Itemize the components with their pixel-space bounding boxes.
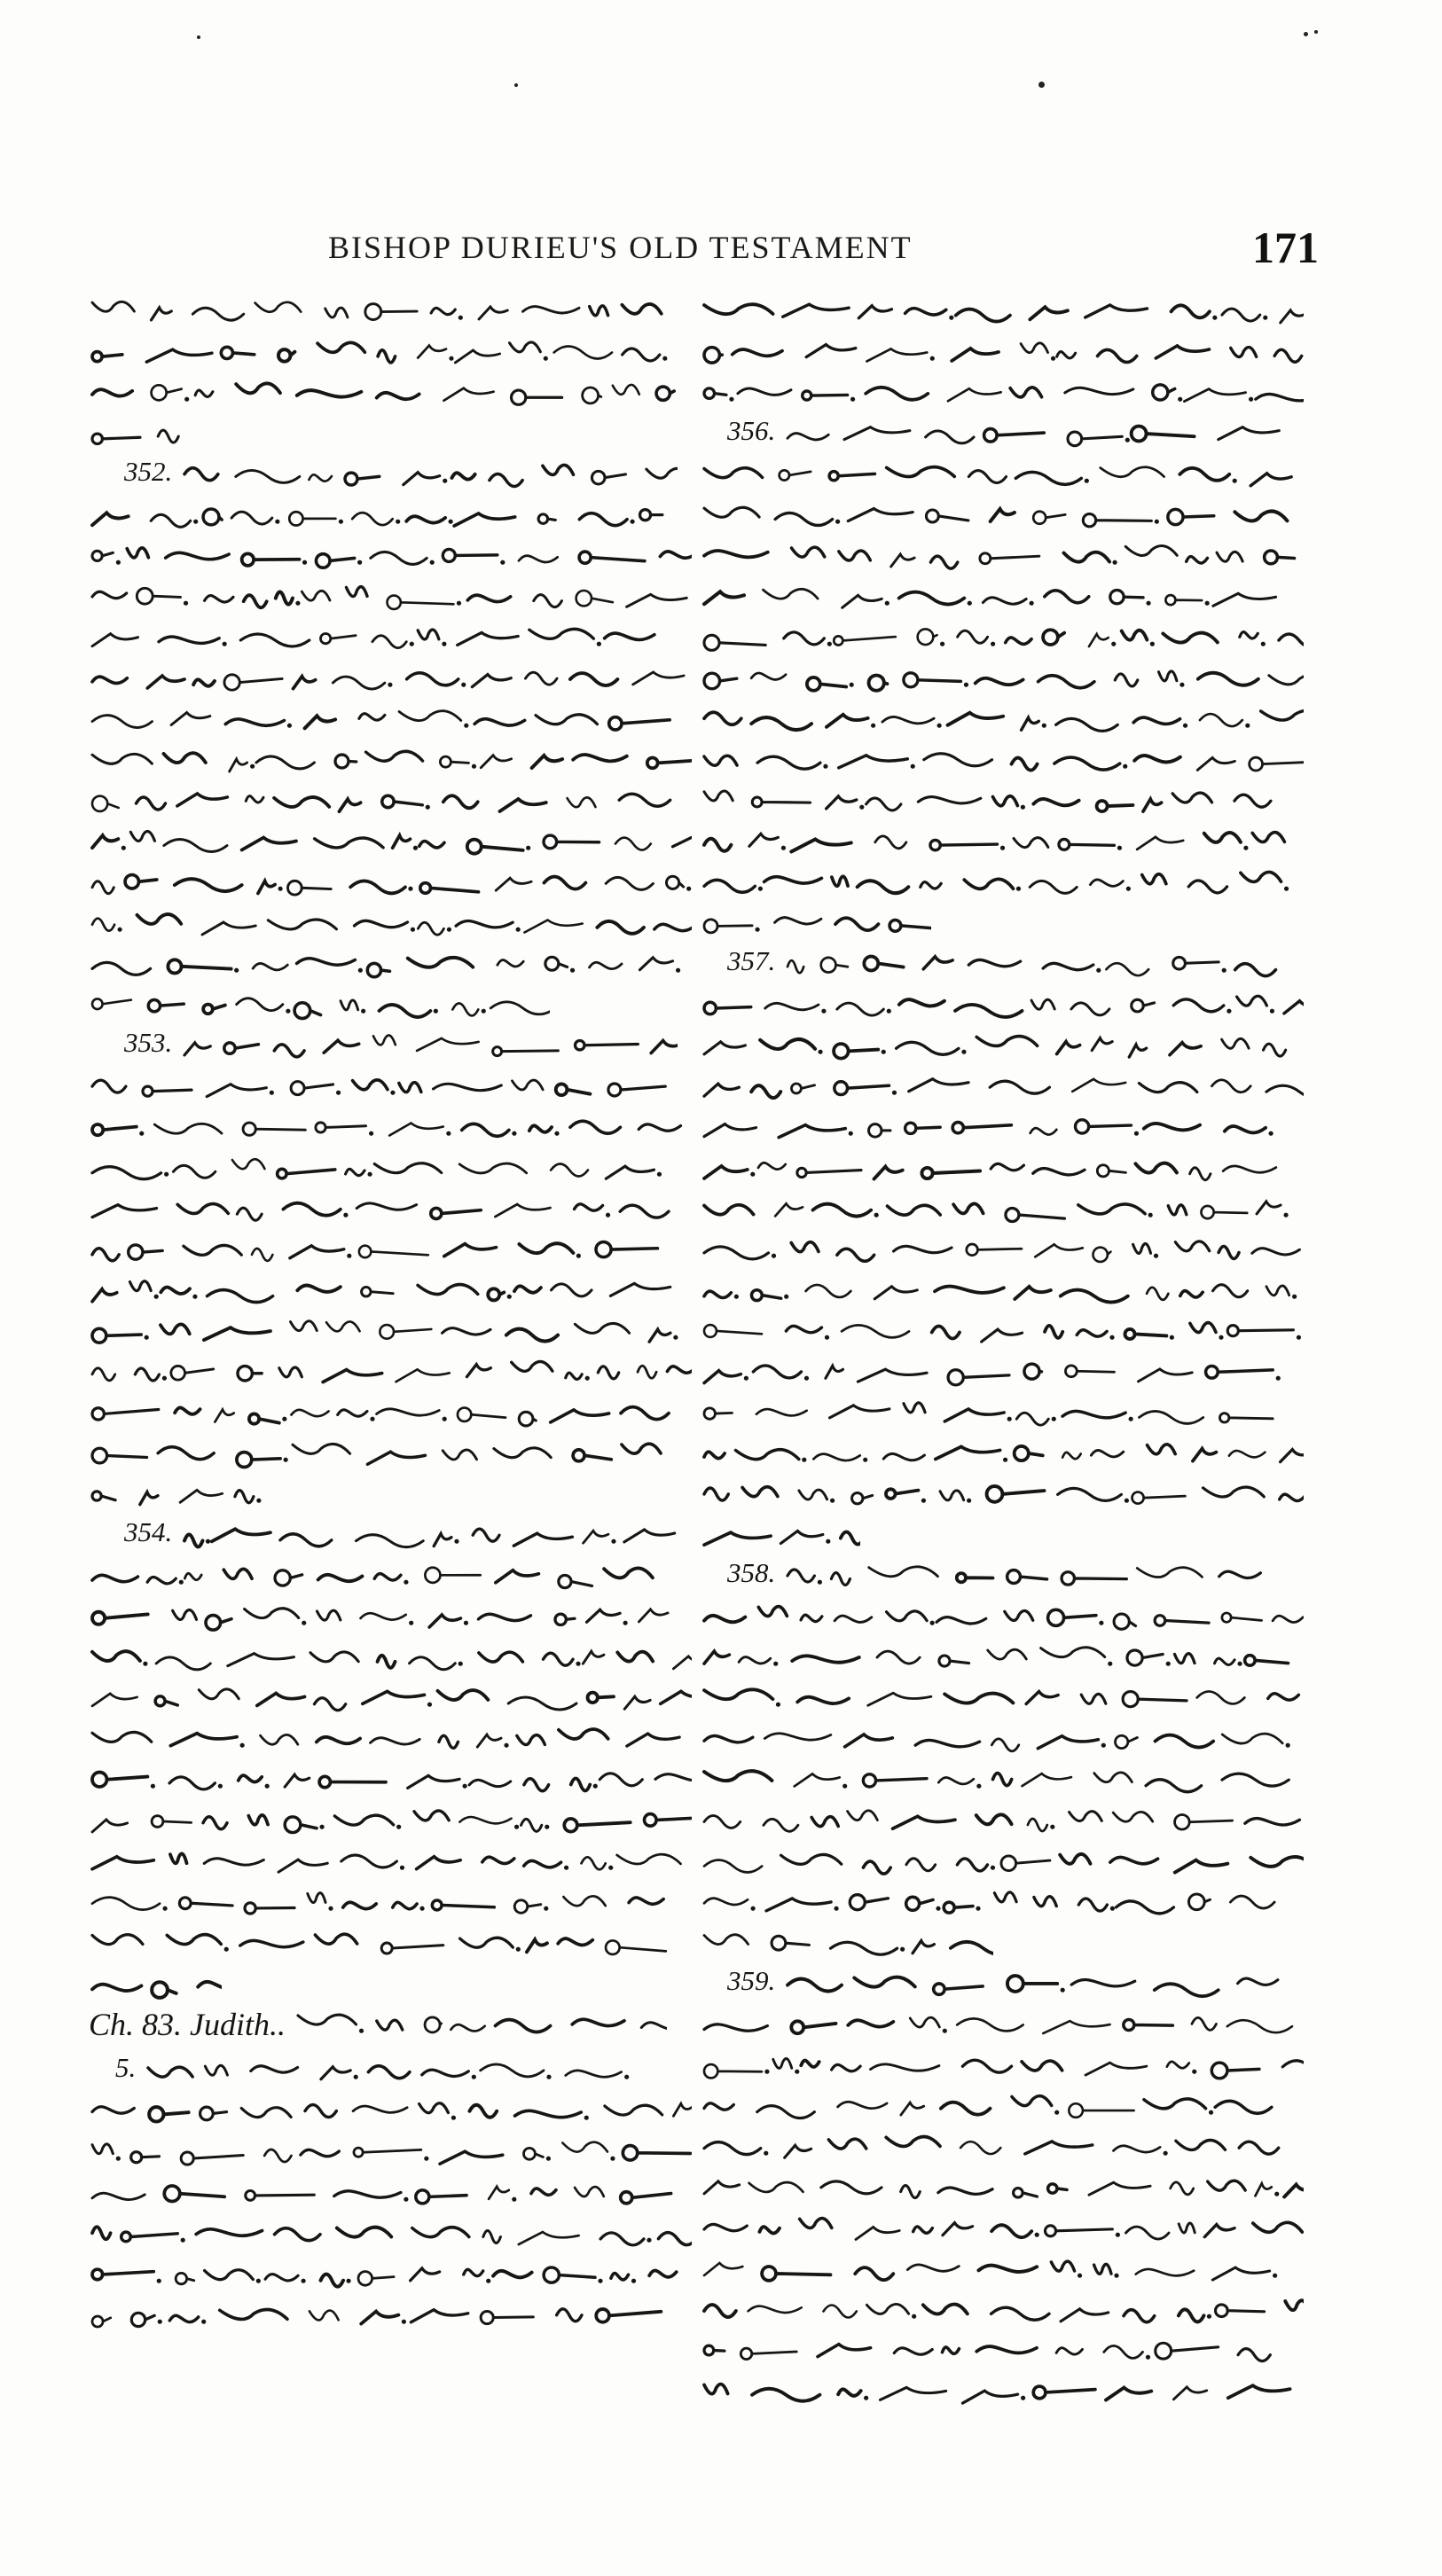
text-line — [89, 986, 701, 1027]
left-column — [89, 293, 701, 2337]
text-line — [701, 1312, 1313, 1353]
text-line — [89, 1639, 701, 1679]
shorthand-strokes — [89, 2174, 692, 2213]
shorthand-strokes — [701, 1802, 1304, 1841]
text-line — [89, 1068, 701, 1108]
shorthand-strokes — [701, 2332, 1304, 2371]
shorthand-strokes — [89, 1843, 692, 1882]
text-line — [701, 1598, 1313, 1639]
shorthand-strokes — [89, 374, 692, 413]
text-line — [89, 1190, 701, 1231]
text-line — [701, 2047, 1313, 2087]
shorthand-strokes — [701, 2251, 1304, 2290]
shorthand-strokes — [701, 782, 1304, 821]
text-line — [701, 701, 1313, 741]
shorthand-strokes — [701, 333, 1304, 372]
text-line — [701, 1720, 1313, 1761]
paragraph-number-356: 356. — [727, 415, 776, 446]
chapter-heading: Ch. 83. Judith.. — [89, 2007, 286, 2042]
shorthand-strokes — [181, 456, 678, 495]
shorthand-strokes — [89, 2093, 692, 2132]
shorthand-strokes — [701, 537, 1304, 576]
text-line — [701, 537, 1313, 578]
text-line — [701, 2373, 1313, 2414]
shorthand-strokes — [89, 1476, 266, 1515]
text-line — [701, 1761, 1313, 1802]
text-line — [89, 2174, 701, 2215]
paragraph-number-359: 359. — [727, 1965, 776, 1996]
paragraph-number-352: 352. — [124, 456, 173, 487]
shorthand-strokes — [701, 1761, 1304, 1800]
shorthand-strokes — [89, 1149, 692, 1188]
text-line — [89, 293, 701, 333]
text-line — [701, 1802, 1313, 1843]
text-line — [89, 2134, 701, 2174]
text-line — [89, 945, 701, 986]
running-title: BISHOP DURIEU'S OLD TESTAMENT — [328, 230, 913, 265]
shorthand-strokes — [701, 1312, 1304, 1351]
shorthand-strokes — [89, 1435, 692, 1474]
shorthand-strokes — [701, 2169, 1304, 2208]
shorthand-strokes — [89, 1353, 692, 1392]
text-line — [89, 1679, 701, 1720]
text-line — [89, 904, 701, 945]
shorthand-strokes — [784, 945, 1289, 984]
text-line — [89, 1394, 701, 1435]
text-line — [701, 1394, 1313, 1435]
text-line — [89, 497, 701, 537]
shorthand-strokes — [89, 415, 195, 454]
shorthand-strokes — [89, 1720, 692, 1759]
shorthand-strokes — [784, 1965, 1289, 2004]
right-column-text — [701, 293, 1313, 2414]
text-line — [89, 1883, 701, 1924]
right-column — [701, 293, 1313, 2414]
shorthand-strokes — [89, 293, 692, 332]
text-line — [701, 1027, 1313, 1068]
text-line — [89, 2093, 701, 2134]
shorthand-strokes — [701, 1027, 1304, 1066]
shorthand-strokes — [701, 2210, 1304, 2249]
shorthand-strokes — [701, 2006, 1304, 2045]
text-line — [89, 1761, 701, 1802]
text-line — [701, 2006, 1313, 2047]
text-line — [701, 2251, 1313, 2291]
text-line — [89, 1027, 701, 1068]
left-column-text — [89, 293, 701, 2337]
shorthand-strokes — [89, 619, 692, 658]
shorthand-strokes — [89, 333, 692, 372]
text-line — [89, 374, 701, 415]
shorthand-strokes — [181, 1516, 678, 1555]
text-line — [89, 1149, 701, 1190]
chapter-verse-number: 5. — [115, 2052, 137, 2083]
shorthand-strokes — [701, 619, 1304, 658]
text-line — [701, 1435, 1313, 1476]
text-line — [701, 1353, 1313, 1394]
shorthand-strokes — [89, 945, 692, 984]
shorthand-strokes — [701, 1476, 1304, 1515]
text-line — [89, 1272, 701, 1312]
shorthand-strokes — [701, 1639, 1304, 1678]
text-line — [701, 1883, 1313, 1924]
shorthand-strokes — [701, 1149, 1304, 1188]
text-line — [701, 1476, 1313, 1516]
shorthand-strokes — [701, 2291, 1304, 2330]
text-line — [89, 537, 701, 578]
text-line — [89, 741, 701, 782]
shorthand-strokes — [701, 1068, 1304, 1107]
text-line — [89, 1924, 701, 1965]
text-line — [701, 986, 1313, 1027]
shorthand-strokes — [89, 1231, 692, 1270]
shorthand-strokes — [701, 1720, 1304, 1759]
shorthand-strokes — [89, 741, 692, 780]
text-line — [701, 1190, 1313, 1231]
shorthand-strokes — [89, 1883, 692, 1922]
shorthand-strokes — [701, 497, 1304, 536]
shorthand-strokes — [701, 660, 1304, 699]
shorthand-strokes — [89, 1108, 692, 1147]
text-line — [89, 1353, 701, 1394]
text-line — [89, 578, 701, 619]
text-line — [701, 660, 1313, 701]
shorthand-strokes — [701, 904, 931, 943]
shorthand-strokes — [89, 2215, 692, 2254]
text-line — [89, 1802, 701, 1843]
shorthand-strokes — [181, 1027, 678, 1066]
shorthand-strokes — [89, 537, 692, 576]
text-line — [701, 1843, 1313, 1883]
text-line — [89, 2215, 701, 2256]
shorthand-strokes — [701, 823, 1304, 862]
shorthand-strokes — [701, 1435, 1304, 1474]
text-line — [701, 1231, 1313, 1272]
text-line — [701, 1639, 1313, 1679]
shorthand-strokes — [89, 1557, 692, 1596]
shorthand-strokes — [784, 415, 1289, 454]
shorthand-strokes — [89, 1190, 692, 1229]
text-line — [89, 1843, 701, 1883]
text-line — [701, 1272, 1313, 1312]
text-line — [701, 1679, 1313, 1720]
shorthand-strokes — [701, 1272, 1304, 1311]
text-line — [701, 1149, 1313, 1190]
text-line — [89, 701, 701, 741]
text-line — [89, 333, 701, 374]
text-line — [701, 904, 1313, 945]
text-line — [701, 293, 1313, 333]
text-line — [701, 1965, 1313, 2006]
text-line — [701, 415, 1313, 456]
shorthand-strokes — [89, 2256, 692, 2295]
shorthand-strokes — [89, 904, 692, 943]
shorthand-strokes — [89, 1679, 692, 1719]
text-line — [701, 333, 1313, 374]
shorthand-strokes — [145, 2052, 650, 2091]
shorthand-strokes — [89, 497, 692, 536]
text-line — [701, 2210, 1313, 2251]
text-line — [701, 2332, 1313, 2373]
text-line — [89, 660, 701, 701]
shorthand-strokes — [701, 2128, 1304, 2167]
text-line — [701, 1108, 1313, 1149]
text-line — [701, 1924, 1313, 1965]
paragraph-number-358: 358. — [727, 1557, 776, 1588]
text-line — [701, 2128, 1313, 2169]
shorthand-strokes — [701, 2087, 1304, 2126]
text-line — [701, 619, 1313, 660]
shorthand-strokes — [784, 1557, 1289, 1596]
shorthand-strokes — [701, 1883, 1304, 1922]
shorthand-strokes — [89, 986, 550, 1025]
shorthand-strokes — [701, 374, 1304, 413]
shorthand-strokes — [89, 1924, 692, 1963]
shorthand-strokes — [89, 2297, 692, 2336]
text-line — [89, 1965, 701, 2006]
shorthand-strokes — [701, 293, 1304, 332]
shorthand-strokes — [701, 1598, 1304, 1637]
shorthand-strokes — [701, 1190, 1304, 1229]
shorthand-strokes — [701, 578, 1304, 617]
shorthand-strokes — [89, 823, 692, 862]
text-line — [89, 2052, 701, 2093]
shorthand-strokes — [89, 2134, 692, 2173]
shorthand-strokes — [89, 701, 692, 740]
shorthand-strokes — [89, 1394, 692, 1433]
text-line — [89, 415, 701, 456]
text-line — [701, 1516, 1313, 1557]
text-line — [89, 1557, 701, 1598]
text-line — [89, 864, 701, 904]
text-line — [89, 823, 701, 864]
text-line — [89, 2297, 701, 2337]
text-line — [701, 864, 1313, 904]
text-line — [89, 1598, 701, 1639]
text-line — [701, 1068, 1313, 1108]
shorthand-strokes — [701, 1353, 1304, 1392]
shorthand-strokes — [701, 1516, 860, 1555]
text-line — [89, 1231, 701, 1272]
text-line — [89, 619, 701, 660]
shorthand-strokes — [89, 1598, 692, 1637]
shorthand-strokes — [701, 1394, 1304, 1433]
shorthand-strokes — [701, 741, 1304, 780]
shorthand-strokes — [701, 1231, 1304, 1270]
shorthand-strokes — [89, 660, 692, 699]
shorthand-strokes — [294, 2006, 667, 2045]
text-line — [701, 2291, 1313, 2332]
text-line — [89, 1476, 701, 1516]
text-line — [89, 782, 701, 823]
shorthand-strokes — [89, 1272, 692, 1311]
text-line — [701, 374, 1313, 415]
text-line — [701, 782, 1313, 823]
text-line — [701, 456, 1313, 497]
shorthand-strokes — [89, 1802, 692, 1841]
text-line — [701, 741, 1313, 782]
shorthand-strokes — [701, 1924, 993, 1963]
text-line — [89, 1720, 701, 1761]
shorthand-strokes — [89, 1639, 692, 1678]
shorthand-strokes — [89, 782, 692, 821]
paragraph-number-354: 354. — [124, 1516, 173, 1547]
shorthand-strokes — [701, 456, 1304, 495]
shorthand-strokes — [701, 864, 1304, 903]
text-line — [701, 2169, 1313, 2210]
shorthand-strokes — [701, 2047, 1304, 2086]
text-line — [89, 2256, 701, 2297]
text-line — [701, 945, 1313, 986]
page-number: 171 — [1252, 223, 1319, 272]
text-line — [701, 578, 1313, 619]
shorthand-strokes — [701, 1843, 1304, 1882]
shorthand-strokes — [701, 986, 1304, 1025]
shorthand-strokes — [89, 1761, 692, 1800]
text-line — [89, 1516, 701, 1557]
text-line — [89, 456, 701, 497]
shorthand-strokes — [701, 2373, 1304, 2412]
shorthand-strokes — [89, 864, 692, 903]
text-line — [701, 2087, 1313, 2128]
text-line — [701, 497, 1313, 537]
text-line — [89, 1108, 701, 1149]
page-header — [0, 223, 1442, 282]
shorthand-strokes — [89, 1312, 692, 1351]
chapter-heading-line — [89, 2006, 701, 2052]
shorthand-strokes — [701, 1679, 1304, 1719]
shorthand-strokes — [89, 1965, 222, 2004]
text-line — [701, 1557, 1313, 1598]
shorthand-strokes — [89, 578, 692, 617]
text-line — [701, 823, 1313, 864]
shorthand-strokes — [701, 701, 1304, 740]
text-line — [89, 1312, 701, 1353]
paragraph-number-357: 357. — [727, 945, 776, 976]
shorthand-strokes — [89, 1068, 692, 1107]
shorthand-strokes — [701, 1108, 1304, 1147]
text-line — [89, 1435, 701, 1476]
paragraph-number-353: 353. — [124, 1027, 173, 1058]
